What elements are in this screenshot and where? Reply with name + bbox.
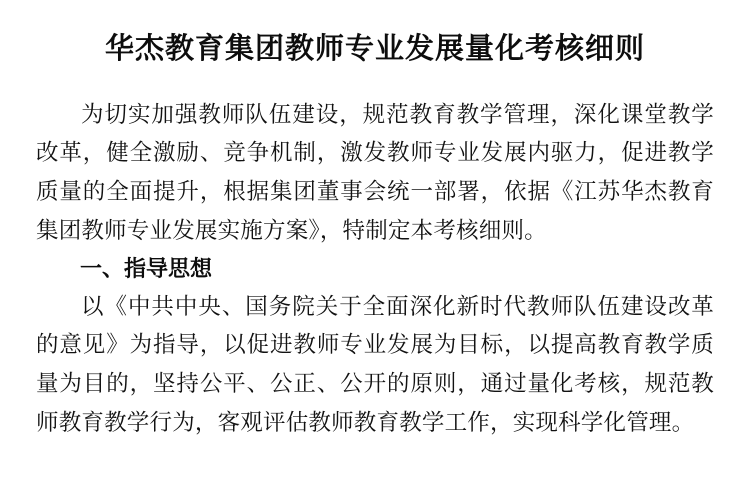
page-title: 华杰教育集团教师专业发展量化考核细则 [104, 31, 645, 65]
document-body [36, 96, 714, 443]
section-heading-guiding-ideology: 一、指导思想 [80, 257, 213, 283]
paragraph-preamble: 为切实加强教师队伍建设，规范教育教学管理，深化课堂教学改革，健全激励、竞争机制，激发教师专业发展内驱力，促进教学质量的全面提升，根据集团董事会统一部署，依据《江苏华杰教育集团教师专业发展实施方案》，特制定本考核细则。 [36, 101, 714, 243]
paragraph-guiding-ideology-body: 以《中共中央、国务院关于全面深化新时代教师队伍建设改革的意见》为指导，以促进教师专业发展为目标，以提高教育教学质量为目的，坚持公平、公正、公开的原则，通过量化考核，规范教师教育教学行为，客观评估教师教育教学工作，实现科学化管理。 [36, 293, 714, 435]
